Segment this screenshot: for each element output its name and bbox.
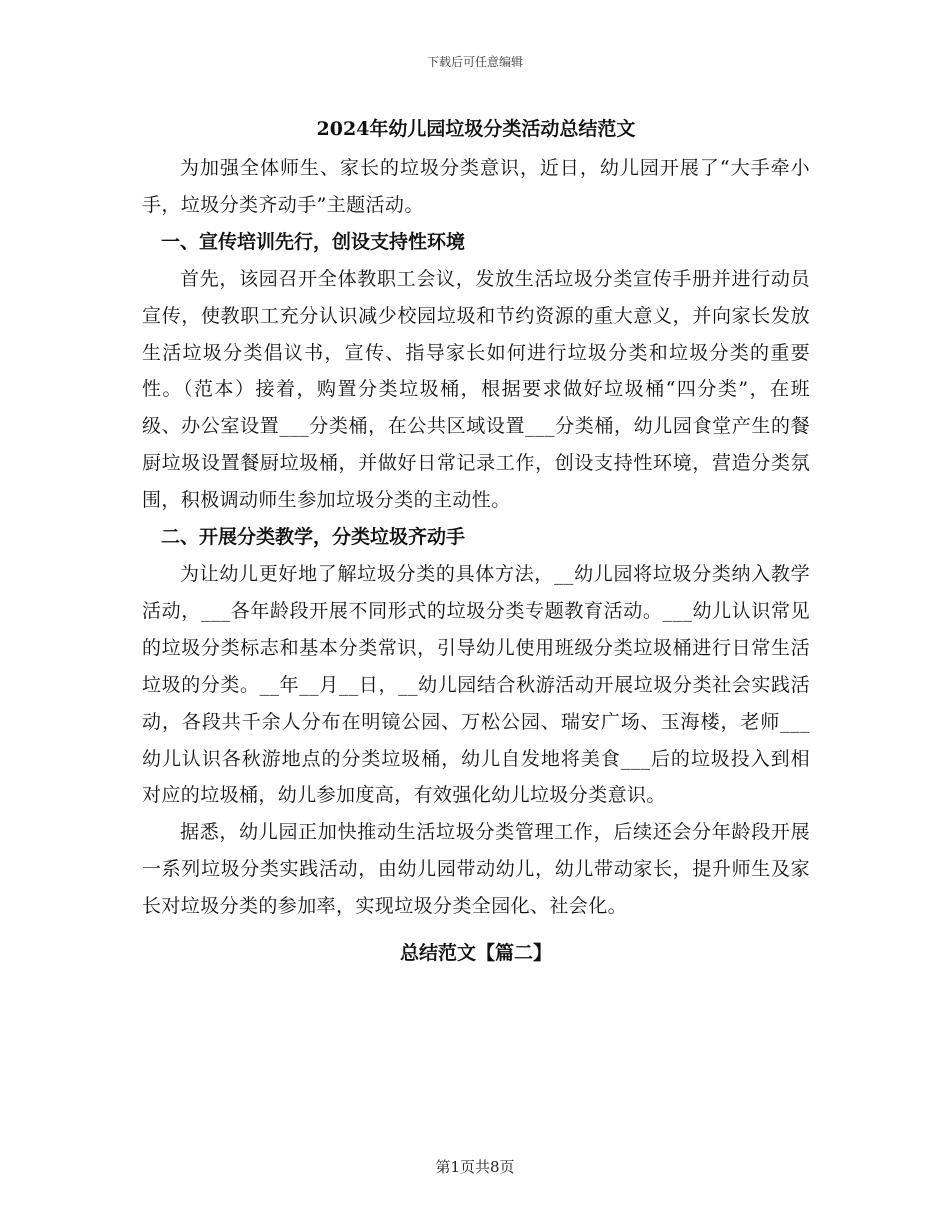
section-2-paragraph: 为让幼儿更好地了解垃圾分类的具体方法，__幼儿园将垃圾分类纳入教学活动，___各年龄段开展不同形式的垃圾分类专题教育活动。___幼儿认识常见的垃圾分类标志和基本分类常识，引导幼儿使用班级分类垃圾桶进行日常生活垃圾的分类。__年__月__日，__幼儿园结合秋游活动开展垃圾分类社会实践活动，各段共千余人分布在明镜公园、万松公园、瑞安广场、玉海楼，老师___幼儿认识各秋游地点的分类垃圾桶，幼儿自发地将美食___后的垃圾投入到相对应的垃圾桶，幼儿参加度高，有效强化幼儿垃圾分类意识。 — [142, 562, 810, 807]
document-body — [142, 112, 810, 972]
header-note: 下载后可任意编辑 — [426, 55, 523, 69]
document-title: 2024年幼儿园垃圾分类活动总结范文 — [316, 118, 636, 140]
closing-paragraph: 据悉，幼儿园正加快推动生活垃圾分类管理工作，后续还会分年龄段开展一系列垃圾分类实践活动，由幼儿园带动幼儿，幼儿带动家长，提升师生及家长对垃圾分类的参加率，实现垃圾分类全园化、社会化。 — [142, 821, 810, 918]
section-1-heading: 一、宣传培训先行，创设支持性环境 — [161, 230, 466, 253]
sub-title: 总结范文【篇二】 — [399, 942, 552, 965]
page-number: 第1页共8页 — [435, 1158, 515, 1176]
section-2-heading: 二、开展分类教学，分类垃圾齐动手 — [161, 526, 466, 549]
intro-paragraph: 为加强全体师生、家长的垃圾分类意识，近日，幼儿园开展了“大手牵小手，垃圾分类齐动手”主题活动。 — [142, 157, 810, 216]
section-1-paragraph: 首先，该园召开全体教职工会议，发放生活垃圾分类宣传手册并进行动员宣传，使教职工充分认识减少校园垃圾和节约资源的重大意义，并向家长发放生活垃圾分类倡议书，宣传、指导家长如何进行垃圾分类和垃圾分类的重要性。（范本）接着，购置分类垃圾桶，根据要求做好垃圾桶“四分类”，在班级、办公室设置___分类桶，在公共区域设置___分类桶，幼儿园食堂产生的餐厨垃圾设置餐厨垃圾桶，并做好日常记录工作，创设支持性环境，营造分类氛围，积极调动师生参加垃圾分类的主动性。 — [142, 267, 810, 512]
